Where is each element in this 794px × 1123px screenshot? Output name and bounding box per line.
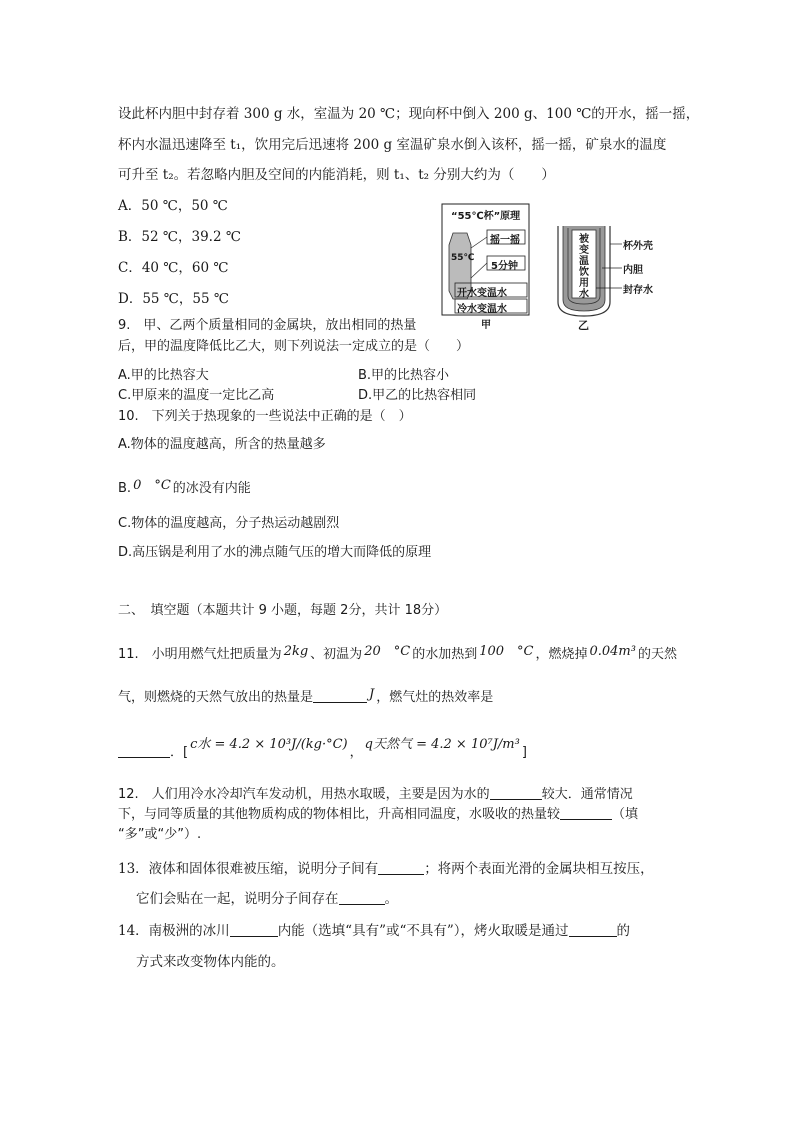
figure-jia-box2: 5分钟 bbox=[491, 261, 518, 272]
q12-line2-a: 下，与同等质量的其他物质构成的物体相比，升高相同温度，水吸收的热量较 bbox=[118, 807, 561, 822]
q14-line1-b: 内能（选填“具有”或“不具有”），烤火取暖是通过 bbox=[277, 923, 569, 939]
q8-option-b: B．52 ℃，39.2 ℃ bbox=[118, 229, 241, 245]
figure-yi bbox=[556, 222, 696, 332]
q11-final-temp: 100 °C bbox=[479, 644, 534, 659]
q12-line2-b: （填 bbox=[612, 807, 639, 822]
figure-yi-label-inner: 内胆 bbox=[623, 265, 643, 276]
q11-line2 bbox=[118, 685, 493, 708]
q14-line1 bbox=[118, 921, 630, 941]
q11-text5: 的天然 bbox=[637, 647, 677, 662]
figure-yi-inner-text: 被变温饮用水 bbox=[579, 234, 589, 300]
q10-option-b-math: 0 °C bbox=[133, 478, 171, 493]
q11-blank-efficiency[interactable] bbox=[118, 743, 170, 758]
figure-jia-caption: 甲 bbox=[481, 320, 491, 331]
q13-line2 bbox=[136, 889, 398, 909]
q12-blank-2[interactable] bbox=[560, 805, 612, 820]
q14-blank-1[interactable] bbox=[230, 922, 278, 937]
q8-line2: 杯内水温迅速降至 t₁，饮用完后迅速将 200 g 室温矿泉水倒入该杯，摇一摇，矿泉水的温度 bbox=[118, 137, 667, 153]
q11-volume: 0.04m³ bbox=[589, 644, 636, 659]
figure-jia-title: “55℃杯”原理 bbox=[451, 211, 521, 222]
q9-option-d: D.甲乙的比热容相同 bbox=[358, 388, 477, 403]
figure-jia-box1: 摇一摇 bbox=[490, 235, 520, 246]
q8-line1: 设此杯内胆中封存着 300 g 水，室温为 20 ℃；现向杯中倒入 200 g、100 ℃的开水，摇一摇， bbox=[118, 106, 700, 122]
q11-initial-temp: 20 °C bbox=[364, 644, 411, 659]
q11-line3 bbox=[118, 735, 527, 763]
q12-line1-b: 较大．通常情况 bbox=[541, 787, 633, 802]
q9-line2: 后，甲的温度降低比乙大，则下列说法一定成立的是（ ） bbox=[118, 339, 470, 354]
q8-option-c: C．40 ℃，60 ℃ bbox=[118, 260, 229, 276]
q14-blank-2[interactable] bbox=[569, 922, 617, 937]
q11-comma: ， bbox=[349, 745, 363, 760]
q8-option-d: D．55 ℃，55 ℃ bbox=[118, 291, 229, 307]
q12-line3: “多”或“少”）. bbox=[118, 827, 202, 842]
q11-text4: ，燃烧掉 bbox=[535, 647, 588, 662]
q11-period: ．[ bbox=[170, 745, 189, 760]
q12-line2 bbox=[118, 805, 638, 825]
q11-line2-b: ，燃气灶的热效率是 bbox=[376, 690, 494, 705]
q11-close-bracket: ] bbox=[521, 745, 527, 760]
q11-text3: 的水加热到 bbox=[412, 647, 478, 662]
figure-jia-cup-label: 55℃ bbox=[451, 253, 475, 263]
q12-blank-1[interactable] bbox=[490, 785, 542, 800]
q11-unit-j: J bbox=[369, 687, 375, 702]
q14-line2: 方式来改变物体内能的。 bbox=[136, 954, 285, 970]
q10-option-c: C.物体的温度越高，分子热运动越剧烈 bbox=[118, 516, 340, 531]
q9-option-a: A.甲的比热容大 bbox=[118, 368, 209, 383]
q9-line1: 9. 甲、乙两个质量相同的金属块，放出相同的热量 bbox=[118, 318, 417, 333]
q11-mass: 2kg bbox=[283, 644, 309, 659]
q11-line2-a: 气，则燃烧的天然气放出的热量是 bbox=[118, 690, 314, 705]
q10-option-b-prefix: B. bbox=[118, 481, 132, 496]
q12-line1 bbox=[118, 785, 633, 805]
q11-q-gas: q天然气 = 4.2 × 10⁷J/m³ bbox=[364, 737, 520, 752]
figure-jia bbox=[441, 203, 531, 329]
figure-jia-box4: 冷水变温水 bbox=[457, 304, 507, 315]
q10-stem: 10. 下列关于热现象的一些说法中正确的是（ ） bbox=[118, 409, 412, 424]
q11-text1: 11. 小明用燃气灶把质量为 bbox=[118, 647, 282, 662]
q8-line3: 可升至 t₂。若忽略内胆及空间的内能消耗，则 t₁、t₂ 分别大约为（ ） bbox=[118, 167, 555, 183]
q13-line1-b: ；将两个表面光滑的金属块相互按压， bbox=[424, 861, 654, 877]
q10-option-a: A.物体的温度越高，所含的热量越多 bbox=[118, 437, 326, 452]
q10-option-b bbox=[118, 476, 251, 499]
q14-line1-a: 14．南极洲的冰川 bbox=[118, 923, 230, 939]
q13-line1-a: 13．液体和固体很难被压缩，说明分子间有 bbox=[118, 861, 379, 877]
q8-option-a: A．50 ℃，50 ℃ bbox=[118, 198, 228, 214]
section2-heading: 二、 填空题（本题共计 9 小题，每题 2分，共计 18分） bbox=[118, 603, 448, 618]
q9-option-b: B.甲的比热容小 bbox=[358, 368, 450, 383]
q13-blank-1[interactable] bbox=[378, 860, 424, 875]
q10-option-d: D.高压锅是利用了水的沸点随气压的增大而降低的原理 bbox=[118, 545, 432, 560]
q11-c-water: c水 = 4.2 × 10³J/(kg·°C) bbox=[190, 737, 348, 752]
q14-line1-c: 的 bbox=[616, 923, 631, 939]
q11-line1 bbox=[118, 642, 677, 665]
q13-line2-a: 它们会贴在一起，说明分子间存在 bbox=[136, 891, 339, 907]
figure-yi-label-sealed: 封存水 bbox=[623, 285, 653, 296]
q11-text2: 、初温为 bbox=[310, 647, 363, 662]
q9-option-c: C.甲原来的温度一定比乙高 bbox=[118, 388, 275, 403]
q13-blank-2[interactable] bbox=[339, 890, 385, 905]
q13-line1 bbox=[118, 859, 654, 879]
q10-option-b-suffix: 的冰没有内能 bbox=[172, 481, 251, 496]
figure-jia-box3: 开水变温水 bbox=[457, 288, 507, 299]
q11-blank-heat[interactable] bbox=[313, 688, 367, 703]
q12-line1-a: 12. 人们用冷水冷却汽车发动机，用热水取暖，主要是因为水的 bbox=[118, 787, 490, 802]
figure-yi-caption: 乙 bbox=[578, 319, 589, 332]
figure-yi-label-outer: 杯外壳 bbox=[623, 241, 653, 252]
q13-line2-b: 。 bbox=[384, 891, 398, 907]
